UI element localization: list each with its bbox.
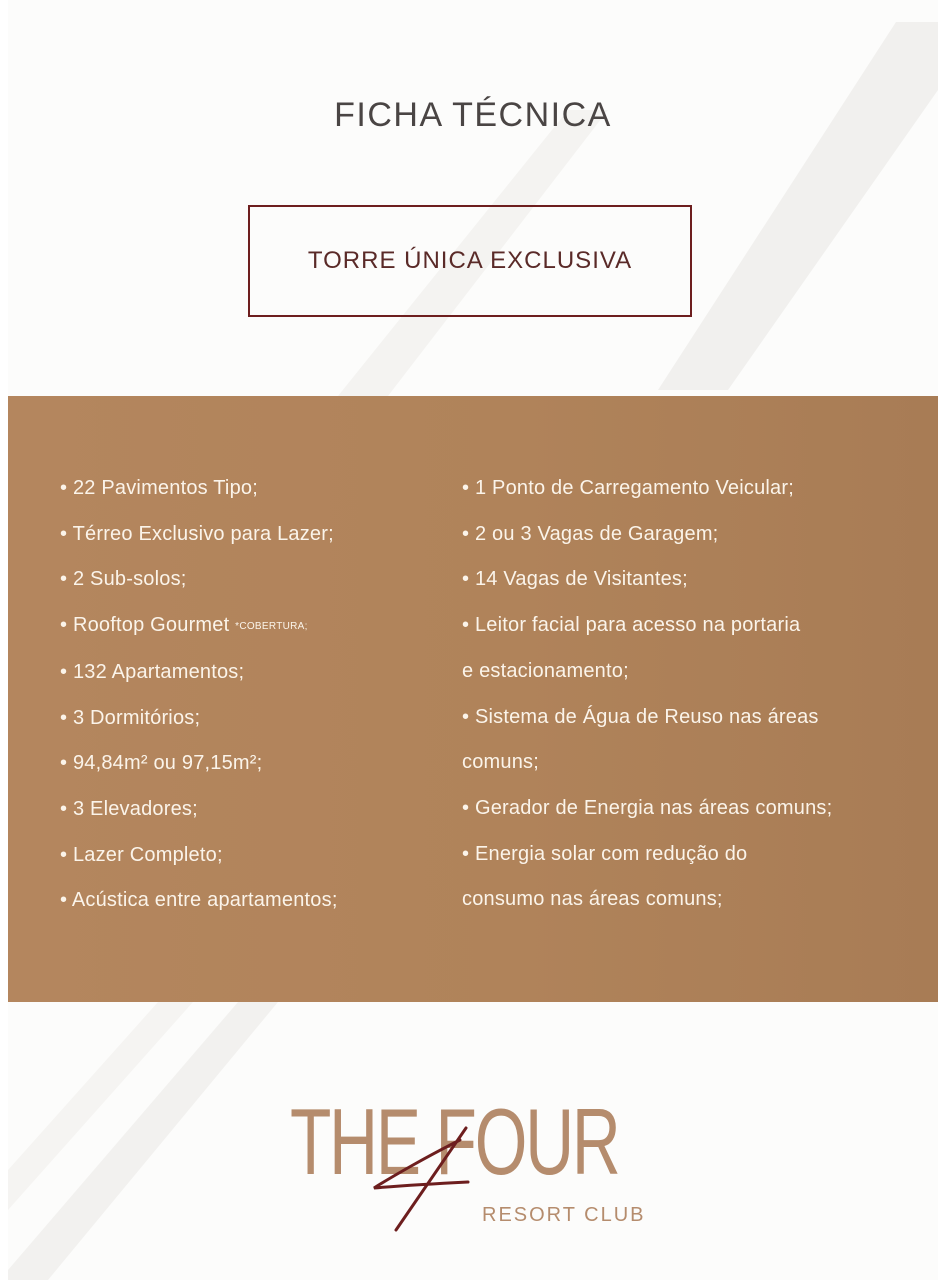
feature-item-continued: e estacionamento;: [462, 659, 629, 682]
subtitle-text: TORRE ÚNICA EXCLUSIVA: [307, 247, 633, 274]
feature-item: • Leitor facial para acesso na portaria: [462, 614, 801, 637]
feature-item: • 2 ou 3 Vagas de Garagem;: [462, 522, 719, 545]
feature-item: • Gerador de Energia nas áreas comuns;: [462, 796, 833, 819]
features-list-right: [462, 466, 932, 923]
feature-item: • 3 Elevadores;: [60, 797, 198, 820]
feature-item: • 2 Sub-solos;: [60, 568, 187, 591]
logo-4-mark-icon: [368, 1126, 478, 1232]
feature-item: • Rooftop Gourmet *COBERTURA;: [60, 614, 308, 637]
spec-sheet-page: [8, 0, 938, 1280]
feature-item: • 1 Ponto de Carregamento Veicular;: [462, 477, 794, 499]
feature-note: *COBERTURA;: [235, 621, 308, 633]
page-title: FICHA TÉCNICA: [334, 96, 612, 134]
feature-item: • 3 Dormitórios;: [60, 706, 201, 729]
feature-item-continued: consumo nas áreas comuns;: [462, 888, 723, 911]
feature-item: • 14 Vagas de Visitantes;: [462, 568, 688, 591]
subtitle-box: [248, 205, 692, 317]
logo-wordmark: THE FOUR: [290, 1089, 619, 1194]
feature-item: • Térreo Exclusivo para Lazer;: [60, 522, 334, 545]
feature-item: • Energia solar com redução do: [462, 842, 748, 865]
feature-item: • Sistema de Água de Reuso nas áreas: [462, 705, 819, 728]
feature-item: • 132 Apartamentos;: [60, 660, 245, 683]
feature-item: • 94,84m² ou 97,15m²;: [60, 752, 263, 775]
feature-item: • Lazer Completo;: [60, 843, 223, 866]
features-panel: [8, 396, 938, 1002]
feature-item: • Acústica entre apartamentos;: [60, 889, 338, 912]
logo-tagline: RESORT CLUB: [482, 1204, 646, 1226]
feature-item-continued: comuns;: [462, 751, 539, 774]
features-list-left: [60, 466, 450, 924]
feature-item: • 22 Pavimentos Tipo;: [60, 477, 258, 499]
